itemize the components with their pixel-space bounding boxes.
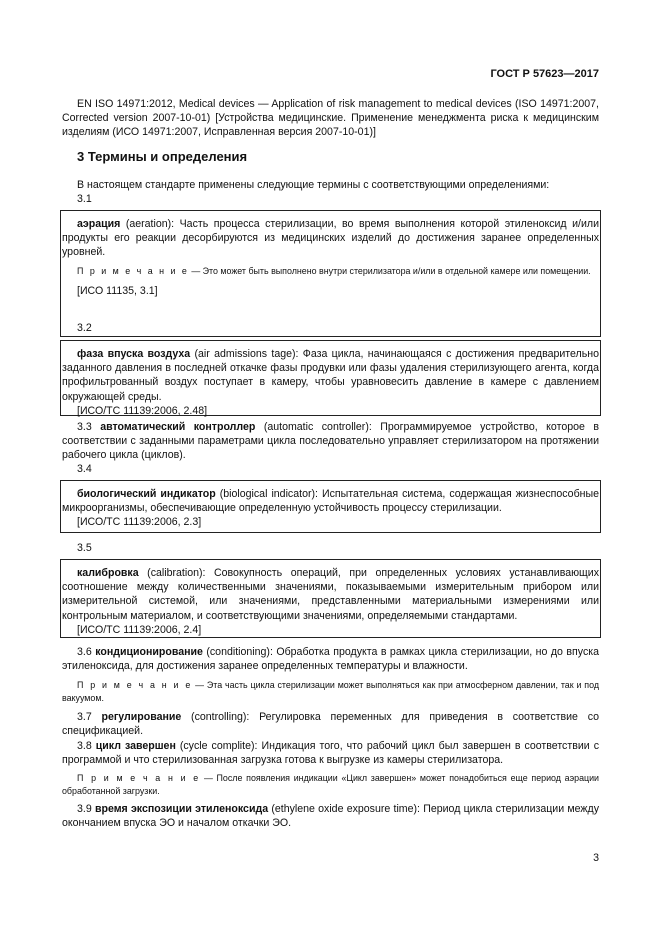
term-note [62,679,599,705]
document-code: ГОСТ Р 57623—2017 [490,68,599,80]
page-number: 3 [593,852,599,864]
term-number: 3.5 [77,542,92,554]
term-definition [62,487,599,515]
term-definition [62,710,599,738]
normative-reference: EN ISO 14971:2012, Medical devices — Application of risk management to medical devices (ISO 14971:2007, Corrected version 2007-10-01) [Устройства медицинские. Применение менеджмента риска к медицинским изделиям (ИСО 14971:2007, Исправленная версия 2007-10-01)] [62,98,599,139]
term-box-biological-indicator [60,480,601,533]
section-intro: В настоящем стандарте применены следующие термины с соответствующими определениями: [77,179,550,191]
term-definition [62,739,599,767]
term-number: 3.2 [77,322,92,334]
term-source: [ИСО/ТС 11139:2006, 2.48] [77,404,208,417]
term-text: (cycle complite): Индикация того, что рабочий цикл был завершен в соответствии с программой и что стерилизованная загрузка готова к выгрузке из камеры стерилизатора. [62,740,599,767]
note-label: П р и м е ч а н и е [77,773,201,783]
term-name: биологический индикатор [77,488,216,500]
term-box-calibration [60,559,601,638]
term-number: 3.4 [77,463,92,475]
term-number: 3.7 [77,711,92,723]
term-definition [62,566,599,623]
term-name: время экспозиции этиленоксида [94,803,269,815]
note-text: — После появления индикации «Цикл завершен» может понадобиться еще период аэрации обработанной загрузки. [62,773,600,796]
term-text: (calibration): Совокупность операций, при определенных условиях устанавливающих соотношение между количественными значениями, показываемыми измерительным прибором или измерительной системой, или значениями, представленными материальными измерениями или контрольным материалом, и соответствующими значениями, определяемыми стандартами. [62,567,599,622]
term-source: [ИСО 11135, 3.1] [77,284,158,297]
term-number: 3.3 [77,421,92,433]
term-text: (biological indicator): Испытательная система, содержащая жизнеспособные микроорганизмы, обеспечивающие определенную устойчивость процессу стерилизации. [62,488,599,515]
term-definition [62,420,599,463]
term-number: 3.9 [77,803,92,815]
note-label: П р и м е ч а н и е [77,680,193,690]
term-name: автоматический контроллер [100,421,256,433]
term-name: регулирование [101,711,182,723]
term-number: 3.6 [77,646,92,658]
term-source: [ИСО/ТС 11139:2006, 2.3] [77,516,202,529]
term-box-air-admission [60,340,601,416]
term-text: (automatic controller): Программируемое устройство, которое в соответствии с заданными параметрами цикла последовательно управляет стерилизатором на протяжении рабочего цикла (циклов). [62,421,599,462]
term-source: [ИСО/ТС 11139:2006, 2.4] [77,623,202,636]
term-definition [62,802,599,830]
term-name: фаза впуска воздуха [77,348,191,360]
term-number: 3.8 [77,740,92,752]
term-text: (aeration): Часть процесса стерилизации, во время выполнения которой этиленоксид и/или продукты его реакции десорбируются из медицинских изделий до достижения заранее определенных уровней. [62,218,599,259]
note-label: П р и м е ч а н и е [77,265,189,276]
term-box-aeration [60,210,601,337]
term-definition [62,217,599,260]
term-name: кондиционирование [95,646,203,658]
note-text: — Это может быть выполнено внутри стерилизатора и/или в отдельной камере или помещении. [188,265,591,276]
term-text: (air admissions tage): Фаза цикла, начинающаяся с достижения предварительно заданного давления в последней откачке фазы продувки или фазы удаления стерилизующего агента, когда профильтрованный воздух поступает в камеру, чтобы уравновесить давление в камере с давлением окружающей среды. [62,348,599,403]
section-title: 3 Термины и определения [77,149,248,164]
term-definition [62,347,599,404]
term-note [62,265,599,278]
term-text: (controlling): Регулировка переменных для приведения в соответствие со спецификацией. [62,711,600,738]
term-text: (ethylene oxide exposure time): Период цикла стерилизации между окончанием впуска ЭО и началом откачки ЭО. [62,803,599,830]
term-text: (conditioning): Обработка продукта в рамках цикла стерилизации, но до впуска этиленоксида, для достижения заранее определенных температуры и влажности. [62,646,599,673]
term-name: калибровка [77,567,139,579]
note-text: — Эта часть цикла стерилизации может выполняться как при атмосферном давлении, так и под вакуумом. [62,680,599,703]
term-name: аэрация [77,218,121,230]
term-name: цикл завершен [95,740,176,752]
term-note [62,772,599,798]
term-definition [62,645,599,673]
term-number: 3.1 [77,193,92,205]
